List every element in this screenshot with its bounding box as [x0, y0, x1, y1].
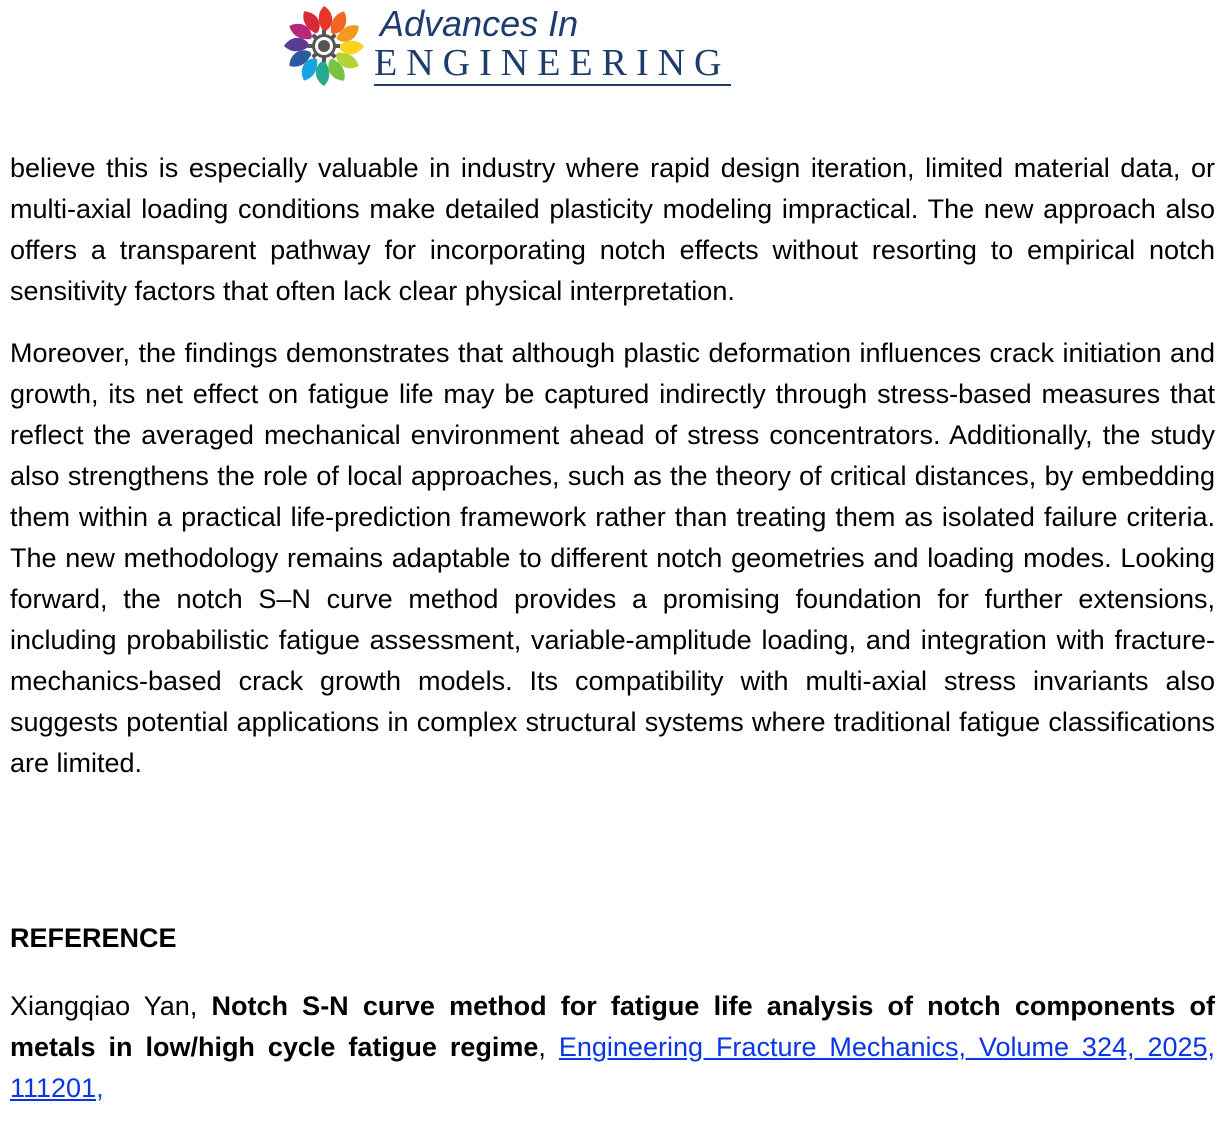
paragraph-1: believe this is especially valuable in industry where rapid design iteration, limited material data, or multi-axial loading conditions make detailed plasticity modeling impractical. The new approach also offers a transparent pathway for incorporating notch effects without resorting to empirical notch sensitivity factors that often lack clear physical interpretation. — [10, 153, 1215, 306]
logo-wordmark — [374, 4, 731, 86]
reference-link[interactable]: Engineering Fracture Mechanics, Volume 324, 2025, 111201, — [10, 1032, 1216, 1103]
reference-citation — [10, 986, 1215, 1109]
article-body — [10, 148, 1215, 784]
sunflower-gear-logo-icon — [282, 4, 366, 88]
logo-top-text: Advances In — [380, 3, 579, 44]
reference-heading: REFERENCE — [10, 923, 177, 953]
reference-author: Xiangqiao Yan, — [10, 991, 212, 1021]
site-header — [282, 4, 842, 90]
paragraph-2: Moreover, the findings demonstrates that although plastic deformation influences crack initiation and growth, its net effect on fatigue life may be captured indirectly through stress-based measures that reflect the averaged mechanical environment ahead of stress concentrators. Additionally, the study also strengthens the role of local approaches, such as the theory of critical distances, by embedding them within a practical life-prediction framework rather than treating them as isolated failure criteria. The new methodology remains adaptable to different notch geometries and loading modes. Looking forward, the notch S–N curve method provides a promising foundation for further extensions, including probabilistic fatigue assessment, variable-amplitude loading, and integration with fracture-mechanics-based crack growth models. Its compatibility with multi-axial stress invariants also suggests potential applications in complex structural systems where traditional fatigue classifications are limited. — [10, 338, 1215, 778]
reference-separator: , — [538, 1032, 559, 1062]
reference-title: Notch S-N curve method for fatigue life analysis of notch components of metals in low/high cycle fatigue regime — [10, 991, 1216, 1062]
logo-bottom-text: ENGINEERING — [374, 42, 731, 84]
